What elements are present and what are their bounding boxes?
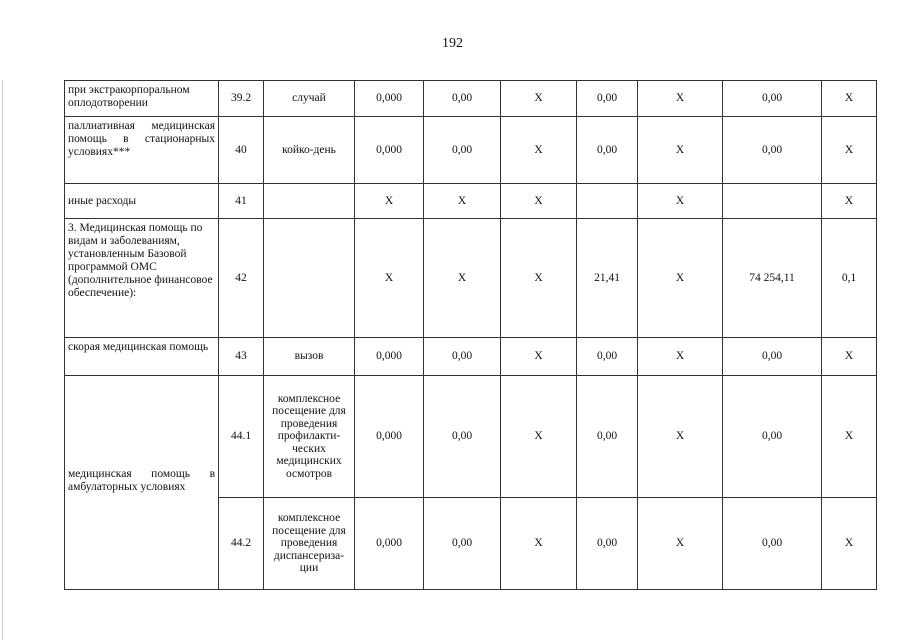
cell-value: 0,00 [723,338,822,376]
row-unit [264,219,355,338]
cell-value: 0,00 [577,81,638,117]
row-unit: комплексное посещение для проведения диспансериза-ции [264,498,355,590]
table-row [65,184,877,219]
row-number: 40 [219,117,264,184]
cell-value: 0,00 [424,81,501,117]
row-unit: случай [264,81,355,117]
cell-value: 21,41 [577,219,638,338]
scan-edge-line [2,80,3,640]
cell-value: Х [638,498,723,590]
cell-value: Х [638,117,723,184]
cell-value: 0,00 [577,117,638,184]
cell-value: 0,000 [355,81,424,117]
table-row [65,338,877,376]
table-row [65,117,877,184]
cell-value: Х [822,81,877,117]
cell-value: 0,00 [424,117,501,184]
cell-value: Х [638,376,723,498]
row-name: 3. Медицинская помощь по видам и заболеваниям, установленным Базовой программой ОМС (дополнительное финансовое обеспечение): [65,219,219,338]
table-row [65,81,877,117]
cell-value: Х [501,184,577,219]
cell-value: Х [822,498,877,590]
cell-value: Х [355,184,424,219]
cell-value: 0,00 [723,117,822,184]
cell-value: Х [822,376,877,498]
row-number: 42 [219,219,264,338]
row-number: 44.2 [219,498,264,590]
cell-value: Х [822,338,877,376]
cell-value: 0,000 [355,117,424,184]
row-unit: комплексное посещение для проведения профилакти-ческих медицинских осмотров [264,376,355,498]
cell-value: 0,00 [424,498,501,590]
cell-value: 0,000 [355,376,424,498]
row-number: 39.2 [219,81,264,117]
cell-value: 0,00 [577,498,638,590]
cell-value: 0,00 [577,338,638,376]
cell-value: Х [424,219,501,338]
cell-value: 0,00 [723,376,822,498]
row-name: медицинская помощь в амбулаторных условиях [65,376,219,590]
row-unit: койко-день [264,117,355,184]
cell-value: Х [638,81,723,117]
cell-value: Х [638,184,723,219]
row-unit [264,184,355,219]
cell-value: Х [501,498,577,590]
cell-value: 0,1 [822,219,877,338]
row-name: паллиативная медицинская помощь в стационарных условиях*** [65,117,219,184]
row-name: иные расходы [65,184,219,219]
cell-value [577,184,638,219]
cell-value: Х [822,184,877,219]
table-row [65,376,877,498]
cell-value: Х [638,338,723,376]
cell-value: Х [424,184,501,219]
cell-value: 0,00 [424,376,501,498]
cell-value: 74 254,11 [723,219,822,338]
cell-value: 0,00 [723,81,822,117]
cell-value: Х [355,219,424,338]
row-number: 44.1 [219,376,264,498]
cell-value: Х [501,219,577,338]
row-name: при экстракорпоральном оплодотворении [65,81,219,117]
cell-value: 0,00 [577,376,638,498]
cell-value: 0,000 [355,338,424,376]
cell-value [723,184,822,219]
table-row [65,219,877,338]
data-table [64,80,877,590]
cell-value: 0,00 [723,498,822,590]
cell-value: Х [501,376,577,498]
cell-value: Х [501,338,577,376]
row-name: скорая медицинская помощь [65,338,219,376]
row-number: 41 [219,184,264,219]
cell-value: Х [638,219,723,338]
row-number: 43 [219,338,264,376]
cell-value: 0,00 [424,338,501,376]
cell-value: 0,000 [355,498,424,590]
cell-value: Х [501,117,577,184]
cell-value: Х [822,117,877,184]
row-unit: вызов [264,338,355,376]
cell-value: Х [501,81,577,117]
page-number: 192 [442,36,463,51]
